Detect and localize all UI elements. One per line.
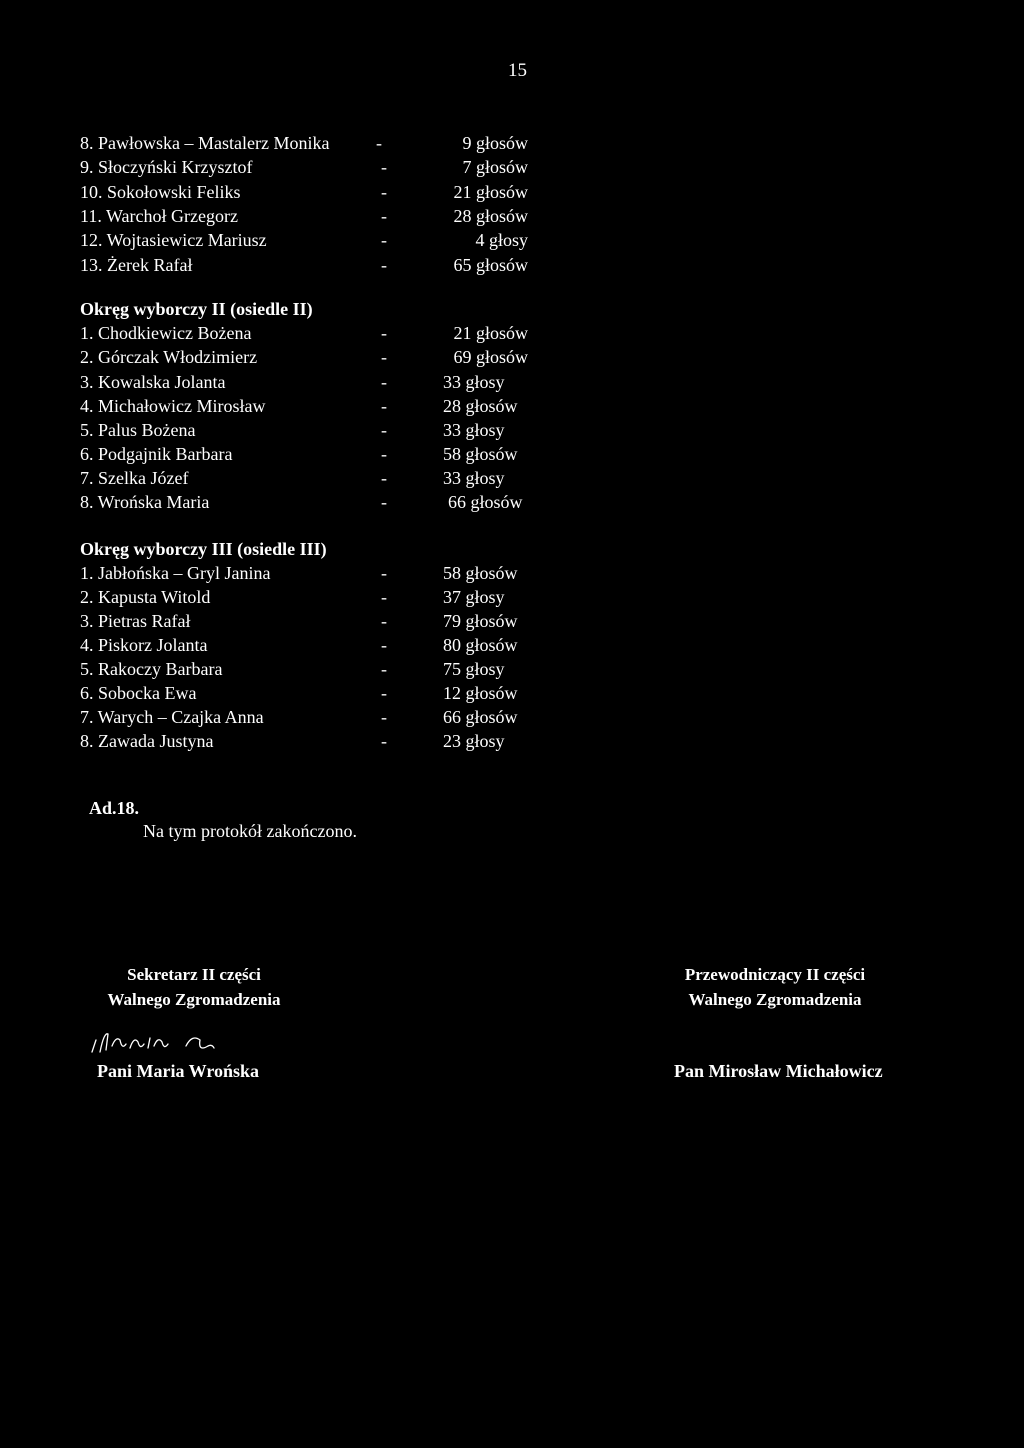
secretary-subtitle: Walnego Zgromadzenia — [107, 990, 281, 1009]
secretary-signature-block — [86, 962, 302, 1012]
candidate-name: 13. Żerek Rafał — [80, 255, 193, 275]
candidate-name: 6. Sobocka Ewa — [80, 683, 197, 703]
candidate-name: 2. Kapusta Witold — [80, 587, 211, 607]
separator-dash: - — [381, 372, 387, 392]
candidate-name: 3. Kowalska Jolanta — [80, 372, 226, 392]
separator-dash: - — [381, 396, 387, 416]
candidate-name: 5. Palus Bożena — [80, 420, 196, 440]
separator-dash: - — [381, 587, 387, 607]
candidate-name: 7. Szelka Józef — [80, 468, 189, 488]
votes-count: 7 głosów — [462, 157, 528, 177]
votes-count: 4 głosy — [475, 230, 528, 250]
votes-count: 37 głosy — [443, 587, 505, 607]
votes-count: 58 głosów — [443, 444, 518, 464]
separator-dash: - — [381, 420, 387, 440]
list-item — [80, 345, 560, 369]
list-item — [80, 466, 560, 490]
votes-count: 33 głosy — [443, 468, 505, 488]
list-item — [80, 321, 560, 345]
list-item — [80, 394, 560, 418]
district-2-heading: Okręg wyborczy II (osiedle II) — [80, 299, 313, 319]
separator-dash: - — [381, 323, 387, 343]
chairman-signature-block — [667, 962, 883, 1012]
list-item — [80, 657, 560, 681]
secretary-title: Sekretarz II części — [127, 965, 261, 984]
closing-statement: Na tym protokół zakończono. — [143, 821, 357, 841]
candidate-name: 9. Słoczyński Krzysztof — [80, 157, 253, 177]
votes-count: 66 głosów — [443, 707, 518, 727]
separator-dash: - — [381, 731, 387, 751]
votes-count: 58 głosów — [443, 563, 518, 583]
votes-count: 23 głosy — [443, 731, 505, 751]
candidate-name: 12. Wojtasiewicz Mariusz — [80, 230, 267, 250]
candidate-name: 7. Warych – Czajka Anna — [80, 707, 264, 727]
candidate-name: 11. Warchoł Grzegorz — [80, 206, 238, 226]
candidate-name: 6. Podgajnik Barbara — [80, 444, 233, 464]
separator-dash: - — [381, 563, 387, 583]
separator-dash: - — [381, 347, 387, 367]
candidate-name: 3. Pietras Rafał — [80, 611, 191, 631]
list-item — [80, 131, 560, 155]
chairman-subtitle: Walnego Zgromadzenia — [688, 990, 862, 1009]
separator-dash: - — [381, 707, 387, 727]
list-item — [80, 561, 560, 585]
votes-count: 75 głosy — [443, 659, 505, 679]
list-item — [80, 585, 560, 609]
votes-count: 9 głosów — [462, 133, 528, 153]
votes-count: 33 głosy — [443, 372, 505, 392]
chairman-name: Pan Mirosław Michałowicz — [674, 1061, 883, 1081]
candidate-name: 4. Piskorz Jolanta — [80, 635, 208, 655]
list-item — [80, 609, 560, 633]
list-item — [80, 490, 560, 514]
separator-dash: - — [381, 444, 387, 464]
separator-dash: - — [381, 468, 387, 488]
agenda-item-label: Ad.18. — [89, 798, 140, 818]
votes-count: 21 głosów — [453, 323, 528, 343]
separator-dash: - — [376, 133, 382, 153]
list-item — [80, 228, 560, 252]
candidate-name: 1. Chodkiewicz Bożena — [80, 323, 252, 343]
candidate-name: 2. Górczak Włodzimierz — [80, 347, 258, 367]
list-item — [80, 681, 560, 705]
list-item — [80, 633, 560, 657]
separator-dash: - — [381, 157, 387, 177]
district-3-heading: Okręg wyborczy III (osiedle III) — [80, 539, 327, 559]
votes-count: 28 głosów — [453, 206, 528, 226]
list-item — [80, 729, 560, 753]
votes-count: 21 głosów — [453, 182, 528, 202]
list-item — [80, 253, 560, 277]
votes-count: 66 głosów — [448, 492, 523, 512]
separator-dash: - — [381, 635, 387, 655]
separator-dash: - — [381, 255, 387, 275]
votes-count: 79 głosów — [443, 611, 518, 631]
candidate-name: 8. Zawada Justyna — [80, 731, 214, 751]
votes-count: 12 głosów — [443, 683, 518, 703]
list-item — [80, 204, 560, 228]
candidate-name: 4. Michałowicz Mirosław — [80, 396, 266, 416]
candidate-name: 8. Wrońska Maria — [80, 492, 210, 512]
handwritten-signature — [86, 1022, 226, 1062]
separator-dash: - — [381, 230, 387, 250]
list-item — [80, 155, 560, 179]
candidate-name: 10. Sokołowski Feliks — [80, 182, 241, 202]
separator-dash: - — [381, 659, 387, 679]
list-item — [80, 180, 560, 204]
votes-count: 69 głosów — [453, 347, 528, 367]
votes-count: 80 głosów — [443, 635, 518, 655]
secretary-name: Pani Maria Wrońska — [97, 1061, 260, 1081]
list-item — [80, 705, 560, 729]
separator-dash: - — [381, 492, 387, 512]
candidate-name: 1. Jabłońska – Gryl Janina — [80, 563, 271, 583]
chairman-title: Przewodniczący II części — [684, 965, 866, 984]
votes-count: 28 głosów — [443, 396, 518, 416]
list-item — [80, 442, 560, 466]
list-item — [80, 418, 560, 442]
separator-dash: - — [381, 206, 387, 226]
candidate-name: 5. Rakoczy Barbara — [80, 659, 223, 679]
votes-count: 33 głosy — [443, 420, 505, 440]
candidate-name: 8. Pawłowska – Mastalerz Monika — [80, 133, 330, 153]
list-item — [80, 370, 560, 394]
separator-dash: - — [381, 182, 387, 202]
separator-dash: - — [381, 611, 387, 631]
votes-count: 65 głosów — [453, 255, 528, 275]
page-number: 15 — [508, 60, 527, 81]
separator-dash: - — [381, 683, 387, 703]
